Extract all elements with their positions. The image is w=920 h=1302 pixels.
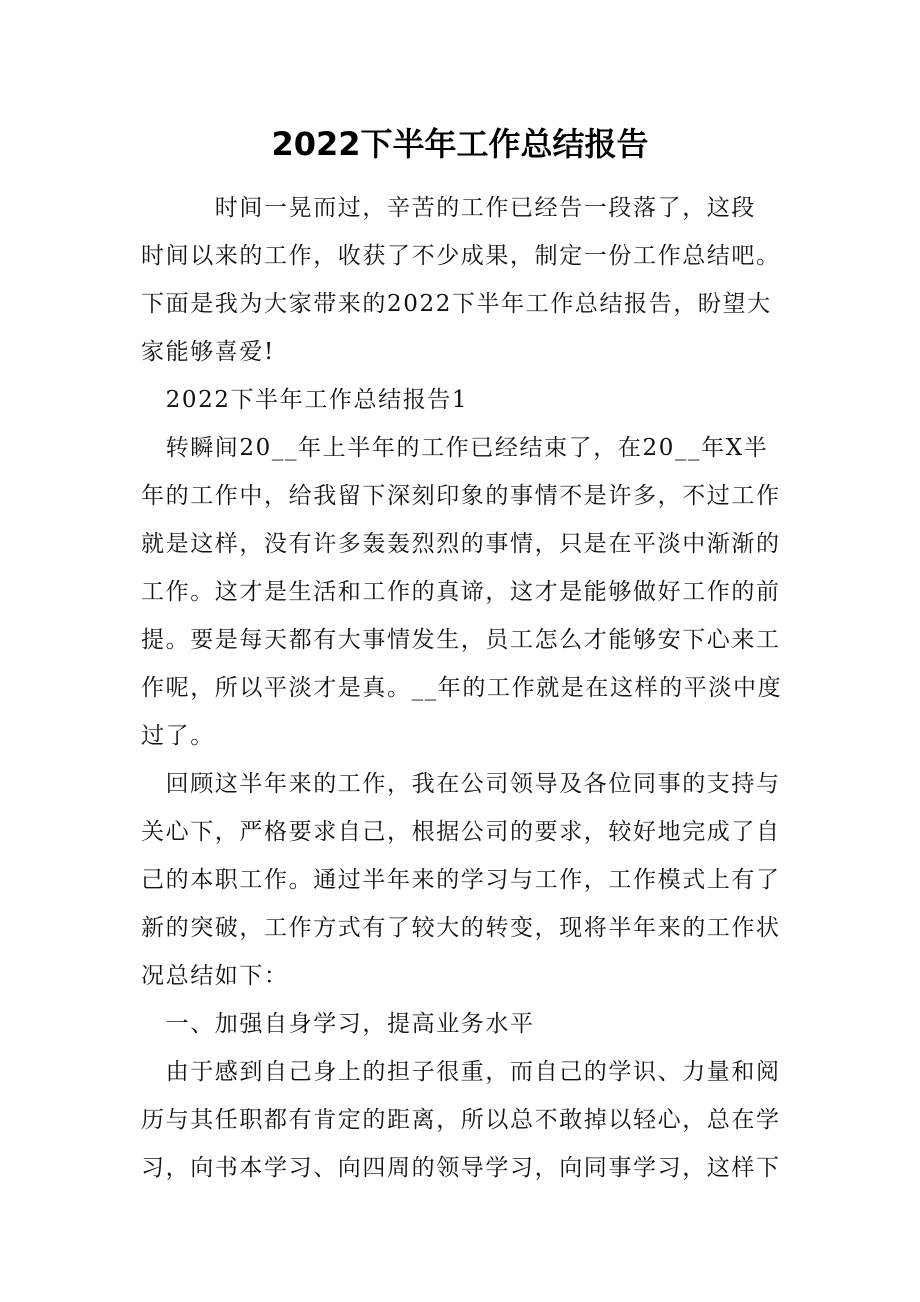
- paragraph-line: 况总结如下：: [141, 963, 289, 989]
- section-heading-study: 一、加强自身学习，提高业务水平: [141, 1011, 535, 1037]
- paragraph-line: 己的本职工作。通过半年来的学习与工作，工作模式上有了: [141, 867, 781, 893]
- paragraph-line: 关心下，严格要求自己，根据公司的要求，较好地完成了自: [141, 819, 781, 845]
- intro-line-3: 下面是我为大家带来的2022下半年工作总结报告，盼望大: [141, 291, 772, 317]
- intro-line-4: 家能够喜爱!: [141, 339, 275, 365]
- section-heading-report-1: 2022下半年工作总结报告1: [141, 387, 469, 413]
- paragraph-line: 提。要是每天都有大事情发生，员工怎么才能够安下心来工: [141, 627, 781, 653]
- paragraph-line: 工作。这才是生活和工作的真谛，这才是能够做好工作的前: [141, 579, 781, 605]
- intro-line-1: 时间一晃而过，辛苦的工作已经告一段落了，这段: [141, 195, 756, 221]
- paragraph-line: 新的突破，工作方式有了较大的转变，现将半年来的工作状: [141, 915, 781, 941]
- paragraph-line: 就是这样，没有许多轰轰烈烈的事情，只是在平淡中渐渐的: [141, 531, 781, 557]
- paragraph-line: 作呢，所以平淡才是真。__年的工作就是在这样的平淡中度: [141, 675, 783, 701]
- paragraph-line: 由于感到自己身上的担子很重，而自己的学识、力量和阅: [141, 1059, 781, 1085]
- intro-line-2: 时间以来的工作，收获了不少成果，制定一份工作总结吧。: [141, 243, 781, 269]
- paragraph-line: 转瞬间20__年上半年的工作已经结束了，在20__年X半: [141, 435, 769, 461]
- paragraph-line: 历与其任职都有肯定的距离，所以总不敢掉以轻心，总在学: [141, 1107, 781, 1133]
- paragraph-line: 年的工作中，给我留下深刻印象的事情不是许多，不过工作: [141, 483, 781, 509]
- document-title: 2022下半年工作总结报告: [271, 125, 649, 163]
- paragraph-line: 习，向书本学习、向四周的领导学习，向同事学习，这样下: [141, 1155, 781, 1181]
- paragraph-line: 过了。: [141, 723, 215, 749]
- paragraph-line: 回顾这半年来的工作，我在公司领导及各位同事的支持与: [141, 771, 781, 797]
